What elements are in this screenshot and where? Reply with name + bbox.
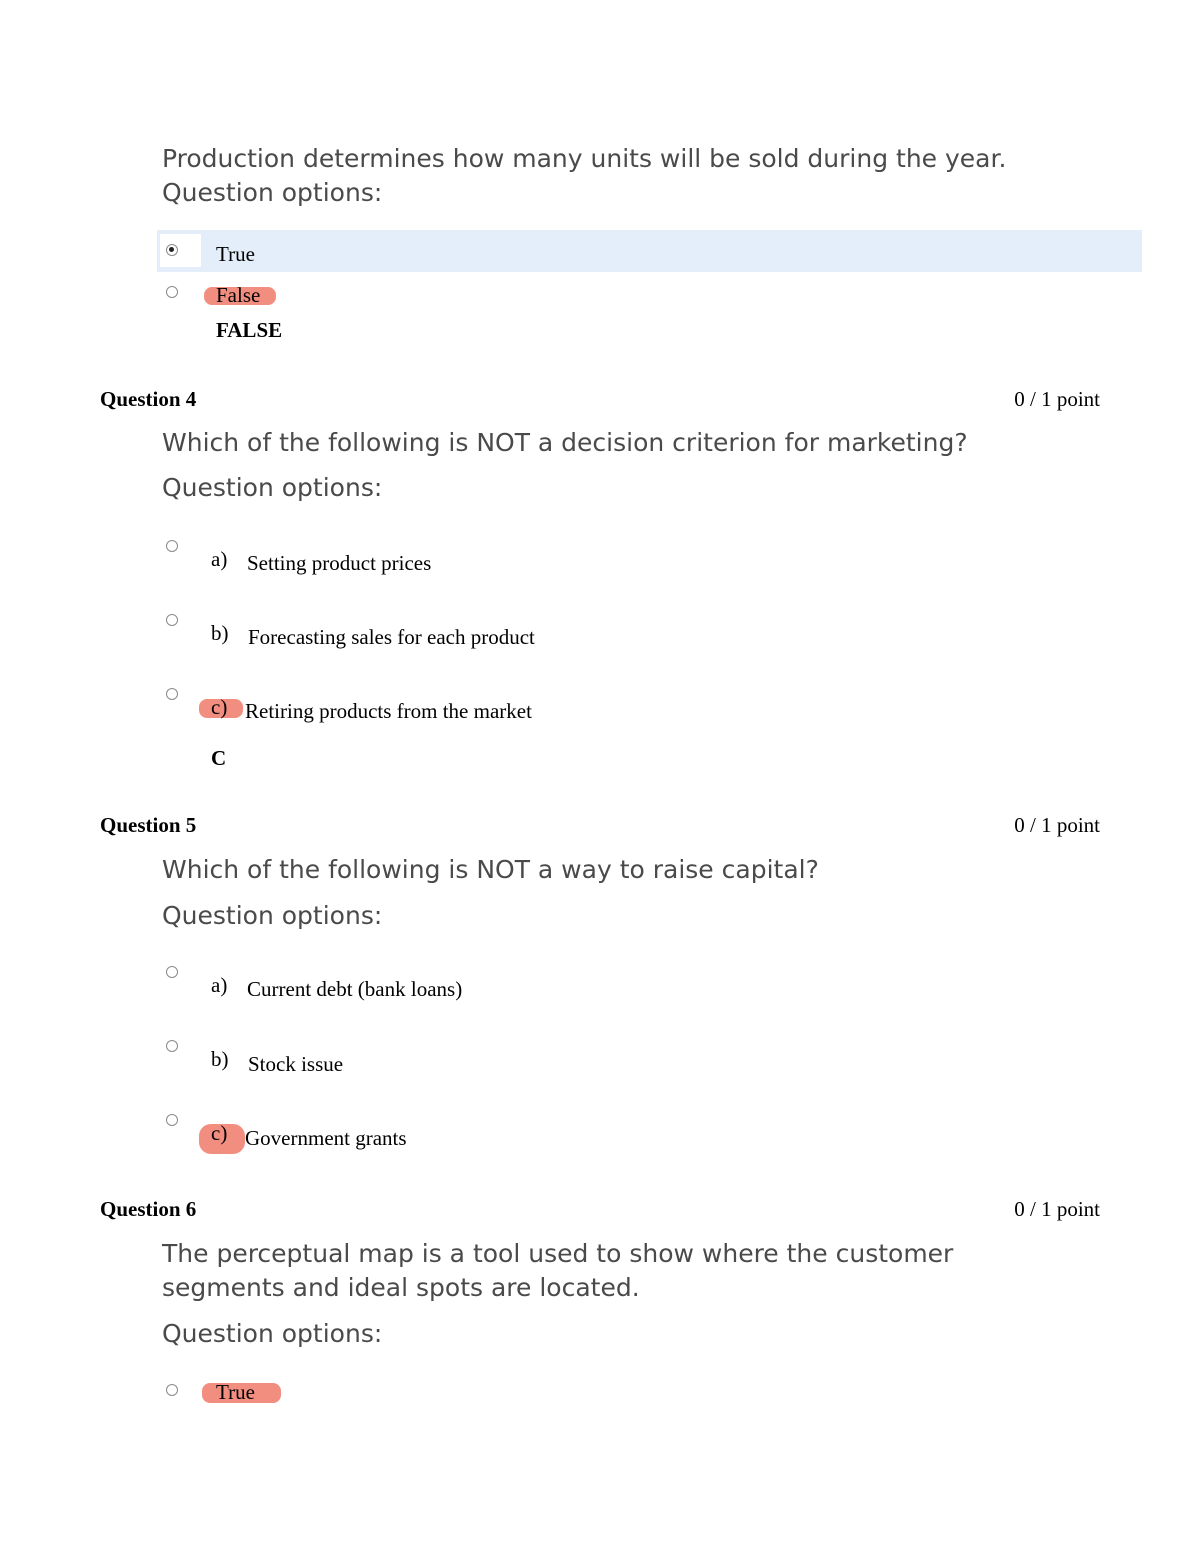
question-4-heading: Question 4: [100, 387, 197, 411]
question-5-points: 0 / 1 point: [1014, 813, 1100, 837]
selected-option-row: [157, 230, 1142, 272]
radio-a-q5[interactable]: [166, 966, 178, 978]
radio-c-q5[interactable]: [166, 1114, 178, 1126]
answer-note-q4: C: [211, 746, 227, 770]
question-5-text: Which of the following is NOT a way to raise capital?: [162, 855, 819, 884]
option-true-q6: True: [216, 1380, 255, 1404]
question-6-text-line1: The perceptual map is a tool used to show where the customer: [162, 1239, 954, 1268]
radio-b-q4[interactable]: [166, 614, 178, 626]
option-a-q4: Setting product prices: [247, 551, 432, 575]
option-b-q4: Forecasting sales for each product: [248, 625, 535, 649]
question-5-heading: Question 5: [100, 813, 197, 837]
radio-true-q3[interactable]: [166, 244, 178, 256]
radio-a-q4[interactable]: [166, 540, 178, 552]
question-6-points: 0 / 1 point: [1014, 1197, 1100, 1221]
option-c-q5: Government grants: [245, 1126, 407, 1150]
question-3-options-label: Question options:: [162, 178, 383, 207]
question-6-options-label: Question options:: [162, 1319, 383, 1348]
option-letter-c-q4: c): [211, 695, 228, 719]
question-4-options-label: Question options:: [162, 473, 383, 502]
question-4-text: Which of the following is NOT a decision criterion for marketing?: [162, 428, 968, 457]
radio-b-q5[interactable]: [166, 1040, 178, 1052]
option-c-q4: Retiring products from the market: [245, 699, 532, 723]
option-true-q3: True: [216, 242, 255, 266]
question-3-text: Production determines how many units will be sold during the year.: [162, 144, 1007, 173]
option-b-q5: Stock issue: [248, 1052, 344, 1076]
question-6-heading: Question 6: [100, 1197, 197, 1221]
option-letter-a-q5: a): [211, 973, 228, 997]
radio-false-q3[interactable]: [166, 286, 178, 298]
option-false-q3: False: [216, 283, 261, 307]
question-4-points: 0 / 1 point: [1014, 387, 1100, 411]
radio-true-q6[interactable]: [166, 1384, 178, 1396]
option-letter-a-q4: a): [211, 547, 228, 571]
answer-note-q3: FALSE: [216, 318, 283, 342]
option-letter-c-q5: c): [211, 1121, 228, 1145]
option-letter-b-q5: b): [211, 1047, 229, 1071]
option-a-q5: Current debt (bank loans): [247, 977, 463, 1001]
radio-c-q4[interactable]: [166, 688, 178, 700]
option-letter-b-q4: b): [211, 621, 229, 645]
question-6-text-line2: segments and ideal spots are located.: [162, 1273, 640, 1302]
question-5-options-label: Question options:: [162, 901, 383, 930]
